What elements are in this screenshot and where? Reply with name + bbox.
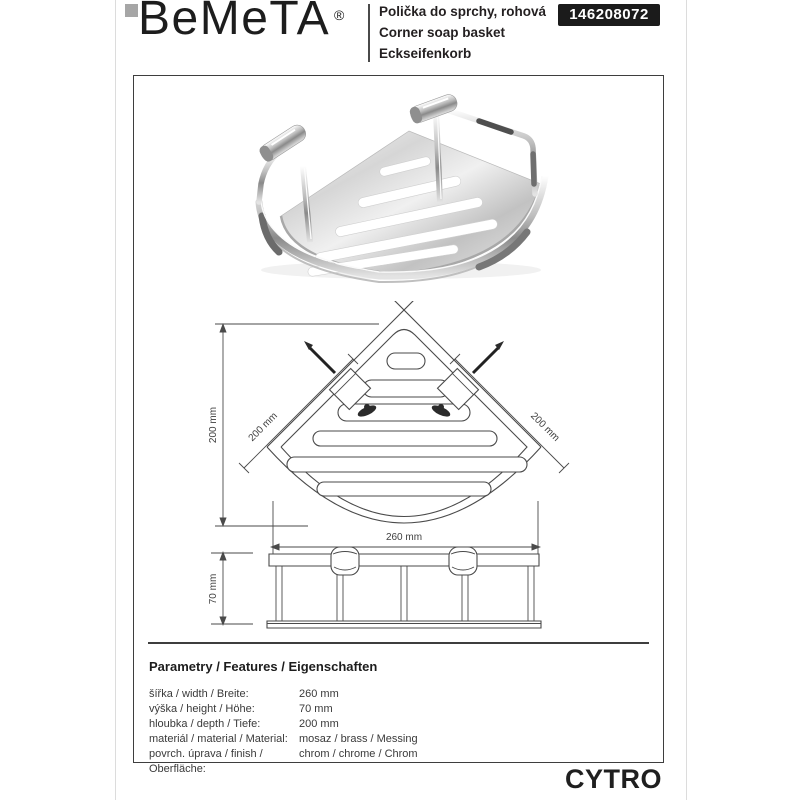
row-value: 260 mm [299,688,339,700]
dim-label-height: 70 mm [208,573,219,605]
row-value: chrom / chrome / Chrom [299,748,418,760]
content-box [133,75,664,775]
brand-logo: BeMeTA [138,0,331,45]
row-label: materiál / material / Material: [149,733,288,745]
product-title-de: Eckseifenkorb [379,46,472,61]
row-label: povrch. úprava / finish / Oberfläche: [149,748,263,775]
product-title-cs: Polička do sprchy, rohová [379,4,547,19]
series-name: CYTRO [565,764,662,794]
parameters-table [149,659,639,777]
table-row [149,717,639,732]
row-value: mosaz / brass / Messing [299,733,418,745]
header-divider [368,4,370,62]
product-photo-image [229,84,574,289]
product-title-en: Corner soap basket [379,25,506,40]
page-edge-right [686,0,687,800]
row-label: hloubka / depth / Tiefe: [149,718,261,730]
dim-label-edge-left: 200 mm [246,410,280,444]
dim-label-width: 260 mm [385,532,423,543]
dim-label-edge-right: 200 mm [528,410,562,444]
product-titles [379,1,546,64]
row-label: šířka / width / Breite: [149,688,249,700]
table-row [149,732,639,747]
row-value: 200 mm [299,718,339,730]
row-value: 70 mm [299,703,333,715]
table-row [149,687,639,702]
page-edge-left [115,0,116,800]
technical-drawing [206,301,666,636]
parameters-title: Parametry / Features / Eigenschaften [149,659,378,674]
table-separator [148,642,649,644]
product-code-badge: 146208072 [558,4,660,26]
dim-label-depth: 200 mm [208,406,219,444]
table-row [149,702,639,717]
logo-square-icon [125,4,138,17]
row-label: výška / height / Höhe: [149,703,255,715]
registered-mark: ® [334,7,345,23]
